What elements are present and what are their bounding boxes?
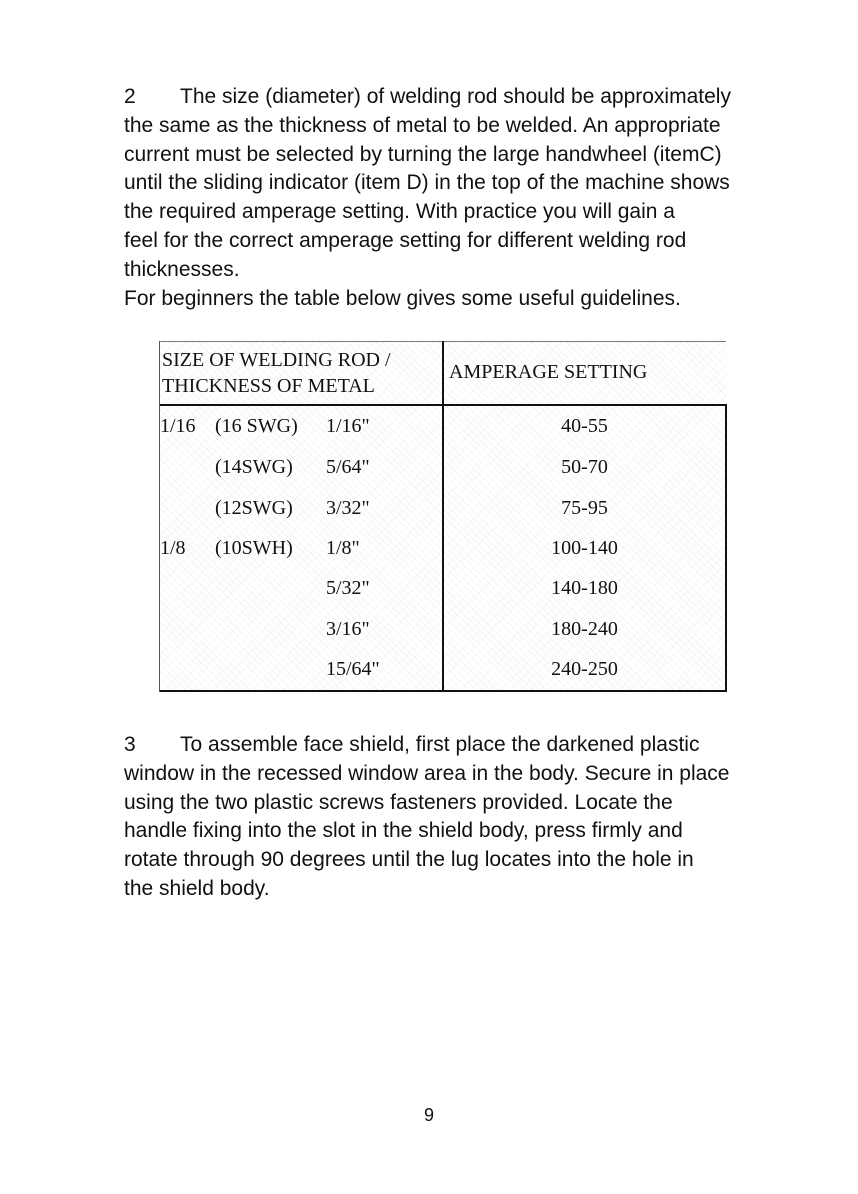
cell-amps: 240-250 bbox=[551, 658, 618, 680]
table-row bbox=[159, 618, 727, 648]
section-2-line: For beginners the table below gives some useful guidelines. bbox=[124, 286, 681, 310]
section-2-paragraph bbox=[124, 83, 766, 313]
cell-amps: 100-140 bbox=[551, 537, 618, 559]
section-2-line bbox=[124, 83, 766, 112]
cell-inch: 3/32" bbox=[326, 497, 370, 519]
section-2-line: the required amperage setting. With practice you will gain a bbox=[124, 200, 675, 224]
section-2-line: thicknesses. bbox=[124, 257, 240, 281]
cell-amps: 50-70 bbox=[561, 456, 608, 478]
section-3-line: window in the recessed window area in the body. Secure in place bbox=[124, 761, 730, 785]
table-row bbox=[159, 537, 727, 567]
table-row bbox=[159, 415, 727, 445]
table-row bbox=[159, 456, 727, 486]
header-amperage: AMPERAGE SETTING bbox=[449, 361, 648, 383]
cell-size: 1/16 bbox=[160, 415, 196, 437]
section-3-line: the shield body. bbox=[124, 876, 270, 900]
section-3-line: using the two plastic screws fasteners provided. Locate the bbox=[124, 790, 673, 814]
section-2-line: the same as the thickness of metal to be welded. An appropriate bbox=[124, 113, 721, 137]
section-2-number: 2 bbox=[124, 85, 136, 108]
section-3-line bbox=[124, 731, 766, 760]
cell-amps: 40-55 bbox=[561, 415, 608, 437]
header-rod-size-line1: SIZE OF WELDING ROD / bbox=[162, 349, 391, 371]
amperage-table bbox=[159, 341, 727, 692]
section-3-line-text: To assemble face shield, first place the darkened plastic bbox=[180, 733, 700, 756]
table-row bbox=[159, 658, 727, 688]
table-row bbox=[159, 497, 727, 527]
cell-swg: (16 SWG) bbox=[215, 415, 298, 437]
section-3-line: handle fixing into the slot in the shield body, press firmly and bbox=[124, 819, 683, 843]
cell-swg: (10SWH) bbox=[215, 537, 293, 559]
section-3-paragraph bbox=[124, 731, 766, 904]
cell-amps: 180-240 bbox=[551, 618, 618, 640]
section-2-line: feel for the correct amperage setting for different welding rod bbox=[124, 228, 687, 252]
cell-inch: 1/8" bbox=[326, 537, 360, 559]
cell-swg: (12SWG) bbox=[215, 497, 293, 519]
table-row bbox=[159, 577, 727, 607]
section-2-line: current must be selected by turning the large handwheel (itemC) bbox=[124, 142, 722, 166]
cell-size: 1/8 bbox=[160, 537, 186, 559]
cell-inch: 15/64" bbox=[326, 658, 380, 680]
section-2-line: until the sliding indicator (item D) in the top of the machine shows bbox=[124, 171, 730, 195]
cell-amps: 75-95 bbox=[561, 497, 608, 519]
section-3-number: 3 bbox=[124, 733, 136, 756]
header-rod-size-line2: THICKNESS OF METAL bbox=[162, 375, 375, 397]
section-3-line: rotate through 90 degrees until the lug locates into the hole in bbox=[124, 848, 694, 872]
cell-inch: 1/16" bbox=[326, 415, 370, 437]
cell-amps: 140-180 bbox=[551, 577, 618, 599]
page-number: 9 bbox=[423, 1105, 434, 1125]
section-2-line-text: The size (diameter) of welding rod should be approximately bbox=[180, 85, 731, 108]
cell-swg: (14SWG) bbox=[215, 456, 293, 478]
cell-inch: 3/16" bbox=[326, 618, 370, 640]
cell-inch: 5/64" bbox=[326, 456, 370, 478]
header-rod-size bbox=[162, 347, 391, 399]
cell-inch: 5/32" bbox=[326, 577, 370, 599]
